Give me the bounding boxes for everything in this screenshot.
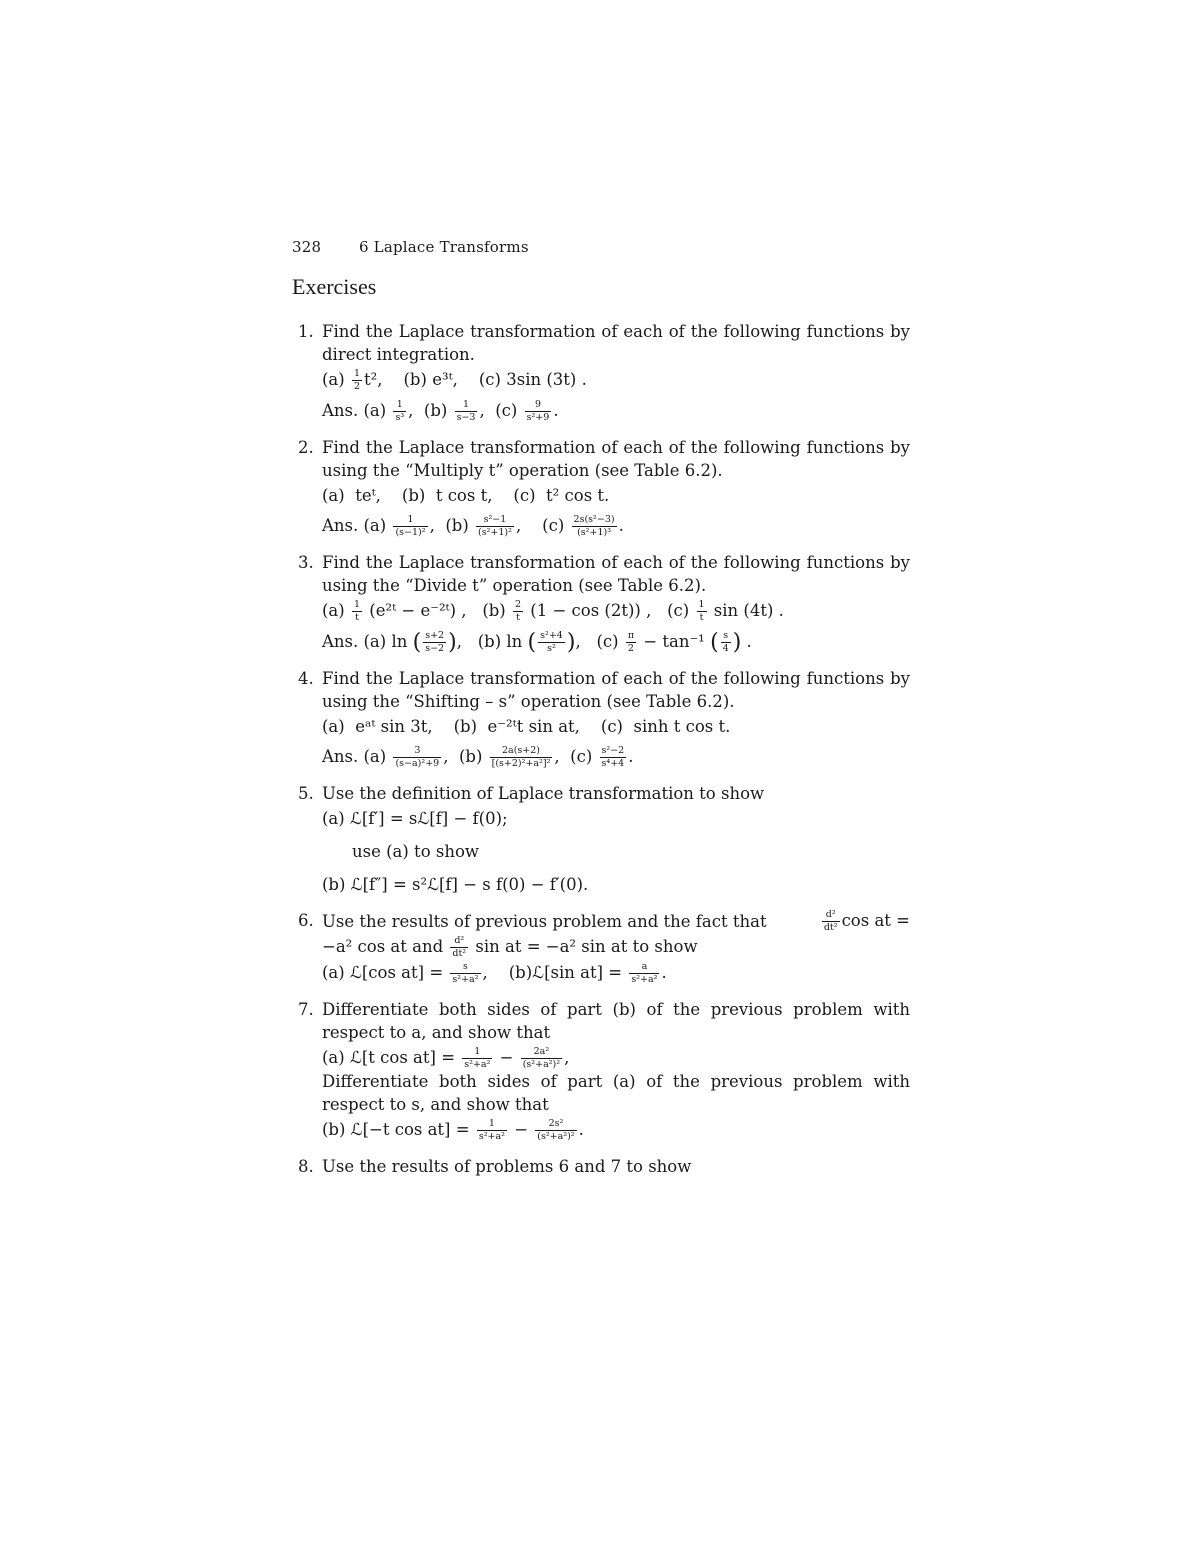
exercise-parts: (a) eᵃᵗ sin 3t, (b) e⁻²ᵗt sin at, (c) sinh t cos t. [322,717,731,736]
exercise-3 [298,551,910,654]
fraction: $\frac{\pi}{2}$ [627,630,635,654]
fraction: $\frac{2a(s+2)}{\text{[(s+2)²+a²]²}}$ [491,745,551,769]
exercise-number: 2. [298,438,314,457]
fraction: $\frac{s+2}{s-2}$ [425,630,445,654]
exercise-parts: (a) ℒ[cos at] = $\frac{s}{\text{s²+a²}}$ , (b)ℒ[sin at] = $\frac{a}{\text{s²+a²}}$ . [322,961,667,985]
fraction: $\frac{1}{\text{s³}}$ [395,399,405,423]
fraction: $\frac{\text{2s(s²−3)}}{\text{(s²+1)³}}$ [573,514,615,538]
fraction: $\frac{1}{s-3}$ [456,399,476,423]
exercise-list [298,320,910,1191]
exercise-parts: (a) $\frac{1}{2}$ t², (b) e³ᵗ, (c) 3sin (3t) . [322,368,587,392]
exercise-6 [298,909,910,985]
fraction: $\frac{\text{d²}}{\text{dt²}}$ [823,909,838,933]
fraction: $\frac{1}{t}$ [353,599,361,623]
running-header [292,238,912,256]
exercise-statement: Use the results of previous problem and the fact that $\frac{\text{d²}}{\text{dt²}}$ cos at = [322,909,910,933]
exercise-5 [298,782,910,896]
fraction: $\frac{1}{\text{s²+a²}}$ [478,1118,505,1142]
fraction: $\frac{3}{\text{(s−a)²+9}}$ [395,745,440,769]
fraction: $\frac{1}{2}$ [353,368,361,392]
fraction: $\frac{a}{\text{s²+a²}}$ [631,961,658,985]
fraction: $\frac{s}{4}$ [722,630,729,654]
exercise-number: 8. [298,1157,314,1176]
page-number: 328 [292,238,322,256]
exercise-statement: Find the Laplace transformation of each of the following functions by direct integration. [322,322,910,364]
fraction: $\frac{1}{\text{(s−1)²}}$ [395,514,426,538]
fraction: $\frac{2}{t}$ [515,599,522,623]
fraction: $\frac{\text{2a²}}{\text{(s²+a²)²}}$ [522,1046,561,1070]
exercise-7 [298,998,910,1142]
fraction: $\frac{\text{s²+4}}{\text{s²}}$ [540,630,563,654]
exercise-answer: Ans. (a) $\frac{3}{\text{(s−a)²+9}}$ , (b) $\frac{2a(s+2)}{\text{[(s+2)²+a²]²}}$ , (c) $\frac{\text{s²−2}}{\text{s⁴+4}}$ . [322,745,634,769]
fraction: $\frac{\text{s²−1}}{\text{(s²+1)²}}$ [478,514,512,538]
exercise-number: 3. [298,553,314,572]
exercise-statement: Differentiate both sides of part (b) of the previous problem with respect to a, and show that [322,1000,910,1042]
exercise-number: 7. [298,1000,314,1019]
exercise-statement-cont: −a² cos at and $\frac{\text{d²}}{\text{dt²}}$ sin at = −a² sin at to show [322,935,698,959]
exercise-answer: Ans. (a) $\frac{1}{\text{(s−1)²}}$ , (b) $\frac{\text{s²−1}}{\text{(s²+1)²}}$ , (c) $\frac{\text{2s(s²−3)}}{\text{(s²+1)³}}$ . [322,514,624,538]
exercise-parts: (a) $\frac{1}{t}$ (e²ᵗ − e⁻²ᵗ) , (b) $\frac{2}{t}$ (1 − cos (2t)) , (c) $\frac{1}{t}$ sin (4t) . [322,599,784,623]
exercise-instruction: use (a) to show [352,842,480,861]
exercise-statement-2: Differentiate both sides of part (a) of the previous problem with respect to s, and show that [322,1072,910,1114]
exercise-8 [298,1155,910,1178]
exercise-1 [298,320,910,423]
exercise-2 [298,436,910,538]
fraction: $\frac{\text{d²}}{\text{dt²}}$ [452,935,467,959]
chapter-title: 6 Laplace Transforms [358,238,529,256]
fraction: $\frac{\text{2s²}}{\text{(s²+a²)²}}$ [537,1118,575,1142]
section-title: Exercises [292,274,377,299]
exercise-statement: Find the Laplace transformation of each of the following functions by using the “Divide t” operation (see Table 6.2). [322,553,910,595]
exercise-number: 6. [298,911,314,930]
fraction: $\frac{s}{\text{s²+a²}}$ [452,961,479,985]
exercise-part-b: (b) ℒ[f″] = s²ℒ[f] − s f(0) − f′(0). [322,875,589,894]
exercise-part-a: (a) ℒ[t cos at] = $\frac{1}{\text{s²+a²}}$ − $\frac{\text{2a²}}{\text{(s²+a²)²}}$ , [322,1046,570,1070]
exercise-answer: Ans. (a) $\frac{1}{\text{s³}}$ , (b) $\frac{1}{s-3}$ , (c) $\frac{9}{\text{s²+9}}$ . [322,399,559,423]
fraction: $\frac{1}{t}$ [698,599,705,623]
exercise-part-b: (b) ℒ[−t cos at] = $\frac{1}{\text{s²+a²}}$ − $\frac{\text{2s²}}{\text{(s²+a²)²}}$ . [322,1118,584,1142]
exercise-answer: Ans. (a) ln ( $\frac{s+2}{s-2}$ ), (b) ln ( $\frac{\text{s²+4}}{\text{s²}}$ ), (c) $\frac{\pi}{2}$ − tan⁻¹ ( $\frac{s}{4}$ ) . [322,630,752,655]
exercise-number: 5. [298,784,314,803]
exercise-statement: Find the Laplace transformation of each of the following functions by using the “Multiply t” operation (see Table 6.2). [322,438,910,480]
exercise-number: 4. [298,669,314,688]
exercise-statement: Use the results of problems 6 and 7 to show [322,1157,692,1176]
exercise-part-a: (a) ℒ[f′] = sℒ[f] − f(0); [322,809,508,828]
exercise-statement: Use the definition of Laplace transformation to show [322,784,765,803]
fraction: $\frac{1}{\text{s²+a²}}$ [464,1046,491,1070]
exercise-parts: (a) teᵗ, (b) t cos t, (c) t² cos t. [322,486,610,505]
exercise-number: 1. [298,322,314,341]
exercise-statement: Find the Laplace transformation of each of the following functions by using the “Shifting – s” operation (see Table 6.2). [322,669,910,711]
exercise-4 [298,667,910,769]
fraction: $\frac{\text{s²−2}}{\text{s⁴+4}}$ [601,745,625,769]
fraction: $\frac{9}{\text{s²+9}}$ [526,399,550,423]
